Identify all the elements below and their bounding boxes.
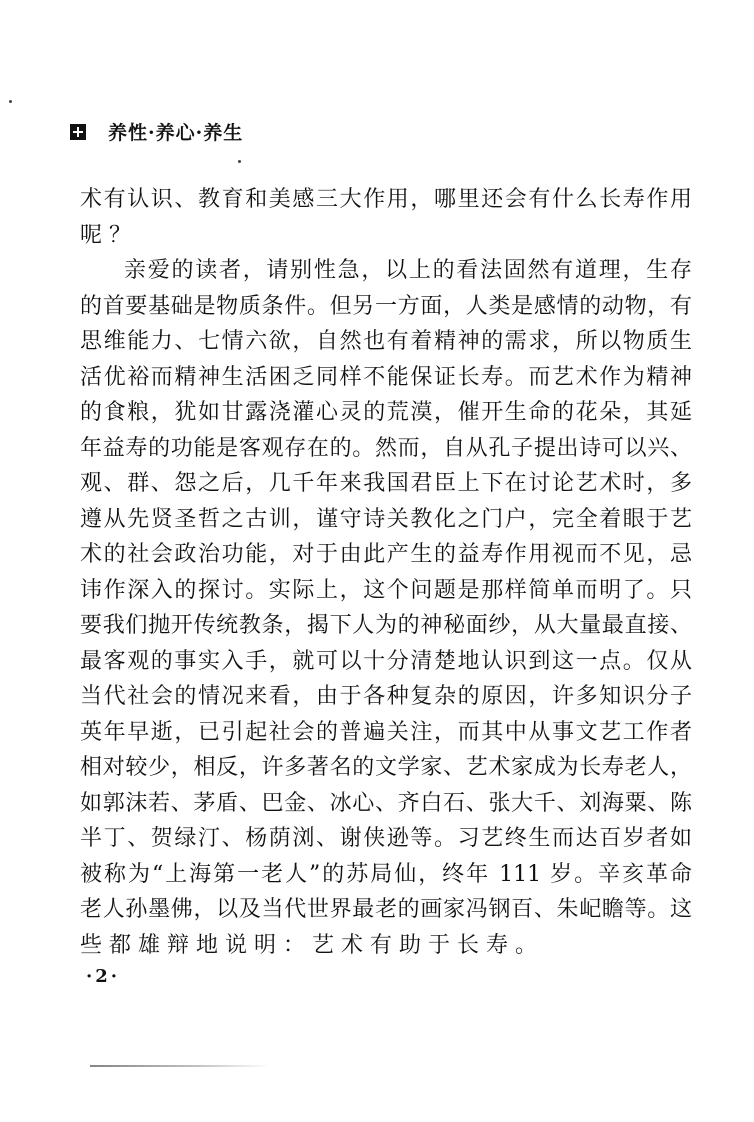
book-section-icon	[70, 124, 86, 140]
page-number: ·2·	[86, 966, 121, 987]
text-line: 的食粮，犹如甘露浇灌心灵的荒漠，催开生命的花朵，其延	[80, 400, 692, 425]
text-line: 呢？	[80, 222, 139, 248]
scan-artifact-line	[90, 1065, 270, 1067]
text-line: 讳作深入的探讨。实际上，这个问题是那样简单而明了。只	[80, 577, 692, 603]
text-line: 英年早逝，已引起社会的普遍关注，而其中从事文艺工作者	[80, 719, 692, 745]
text-line: 遵从先贤圣哲之古训，谨守诗关教化之门户，完全着眼于艺	[80, 506, 692, 532]
text-line: 些都雄辩地说明：艺术有助于长寿。	[80, 932, 545, 958]
text-line: 最客观的事实入手，就可以十分清楚地认识到这一点。仅从	[80, 648, 692, 674]
scan-speck	[9, 100, 12, 103]
text-line: 老人孙墨佛，以及当代世界最老的画家冯钢百、朱屺瞻等。这	[80, 897, 692, 922]
text-line: 当代社会的情况来看，由于各种复杂的原因，许多知识分子	[80, 684, 692, 709]
text-line: 术有认识、教育和美感三大作用，哪里还会有什么长寿作用	[80, 187, 692, 212]
text-line: 观、群、怨之后，几千年来我国君臣上下在讨论艺术时，多	[80, 471, 692, 496]
scan-speck	[238, 160, 241, 163]
text-line: 如郭沫若、茅盾、巴金、冰心、齐白石、张大千、刘海粟、陈	[80, 790, 692, 816]
text-line: 思维能力、七情六欲，自然也有着精神的需求，所以物质生	[80, 329, 692, 354]
text-line: 活优裕而精神生活困乏同样不能保证长寿。而艺术作为精神	[80, 364, 692, 390]
running-header-title: 养性·养心·养生	[108, 122, 244, 144]
text-line: 半丁、贺绿汀、杨荫浏、谢侠逊等。习艺终生而达百岁者如	[80, 826, 692, 851]
text-line: 被称为“上海第一老人”的苏局仙，终年 111 岁。辛亥革命	[80, 861, 692, 887]
text-line: 年益寿的功能是客观存在的。然而，自从孔子提出诗可以兴、	[80, 435, 692, 461]
text-line: 的首要基础是物质条件。但另一方面，人类是感情的动物，有	[80, 293, 692, 319]
text-line: 要我们抛开传统教条，揭下人为的神秘面纱，从大量最直接、	[80, 613, 692, 638]
text-line: 亲爱的读者，请别性急，以上的看法固然有道理，生存	[124, 258, 692, 283]
running-header	[70, 118, 243, 145]
text-line: 术的社会政治功能，对于由此产生的益寿作用视而不见，忌	[80, 542, 692, 567]
text-line: 相对较少，相反，许多著名的文学家、艺术家成为长寿老人，	[80, 755, 692, 780]
body-text	[80, 182, 692, 963]
